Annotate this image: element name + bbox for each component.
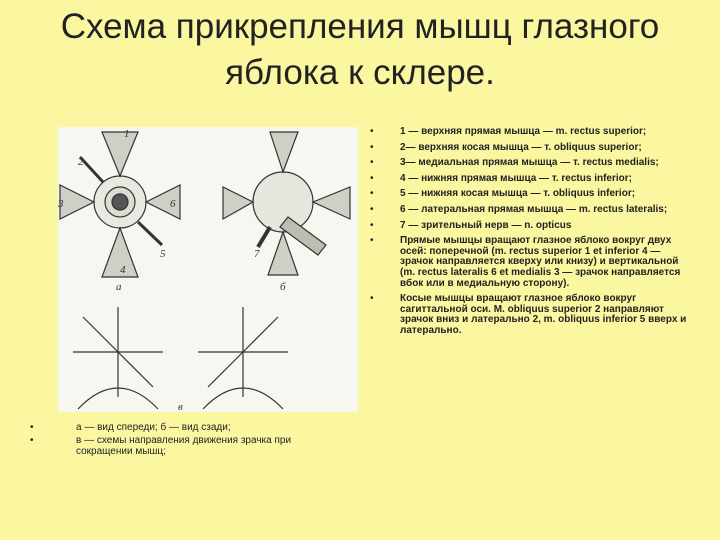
label-b: б bbox=[280, 281, 286, 293]
label-2: 2 bbox=[78, 156, 84, 168]
left-note: • в — схемы направления движения зрачка при сокращении мышц; bbox=[30, 435, 345, 457]
label-v: в bbox=[178, 401, 183, 412]
muscle-note: • 7 — зрительный нерв — n. opticus bbox=[370, 221, 690, 232]
figure-legend-left bbox=[30, 422, 345, 459]
label-4: 4 bbox=[120, 264, 126, 276]
label-a: а bbox=[116, 281, 122, 293]
movement-scheme-right bbox=[198, 307, 288, 409]
muscle-note: • 1 — верхняя прямая мышца — m. rectus superior; bbox=[370, 127, 690, 138]
label-6: 6 bbox=[170, 198, 176, 210]
muscle-note: • Прямые мышцы вращают глазное яблоко вокруг двух осей: поперечной (m. rectus superior 1 et inferior 4 — зрачок направляется кверху или книзу) и вертикальной (m. rectus lateralis 6 et medialis 3 — зрачок направляется вбок или в медиальную сторону). bbox=[370, 236, 690, 289]
muscle-note: • 2— верхняя косая мышца — т. obliquus superior; bbox=[370, 143, 690, 154]
muscle-note: • 4 — нижняя прямая мышца — т. rectus inferior; bbox=[370, 174, 690, 185]
muscle-note: • 5 — нижняя косая мышца — т. obliquus inferior; bbox=[370, 189, 690, 200]
eye-muscles-figure bbox=[58, 127, 358, 412]
label-7: 7 bbox=[254, 248, 260, 260]
muscle-note: • 3— медиальная прямая мышца — т. rectus medialis; bbox=[370, 158, 690, 169]
muscle-note: • Косые мышцы вращают глазное яблоко вокруг сагиттальной оси. M. obliquus superior 2 направляют зрачок вниз и латерально 2, m. obliquus inferior 5 вверх и латерально. bbox=[370, 294, 690, 336]
eye-muscles-drawing bbox=[58, 127, 358, 412]
muscle-legend bbox=[370, 127, 690, 342]
left-note: • а — вид спереди; б — вид сзади; bbox=[30, 422, 345, 433]
label-3: 3 bbox=[58, 198, 64, 210]
label-5: 5 bbox=[160, 248, 166, 260]
movement-scheme-left bbox=[73, 307, 163, 409]
muscle-note: • 6 — латеральная прямая мышца — m. rectus lateralis; bbox=[370, 205, 690, 216]
back-view-diagram bbox=[223, 132, 350, 275]
slide-title: Схема прикрепления мышц глазного яблока к склере. bbox=[60, 7, 660, 92]
label-1: 1 bbox=[124, 128, 130, 140]
